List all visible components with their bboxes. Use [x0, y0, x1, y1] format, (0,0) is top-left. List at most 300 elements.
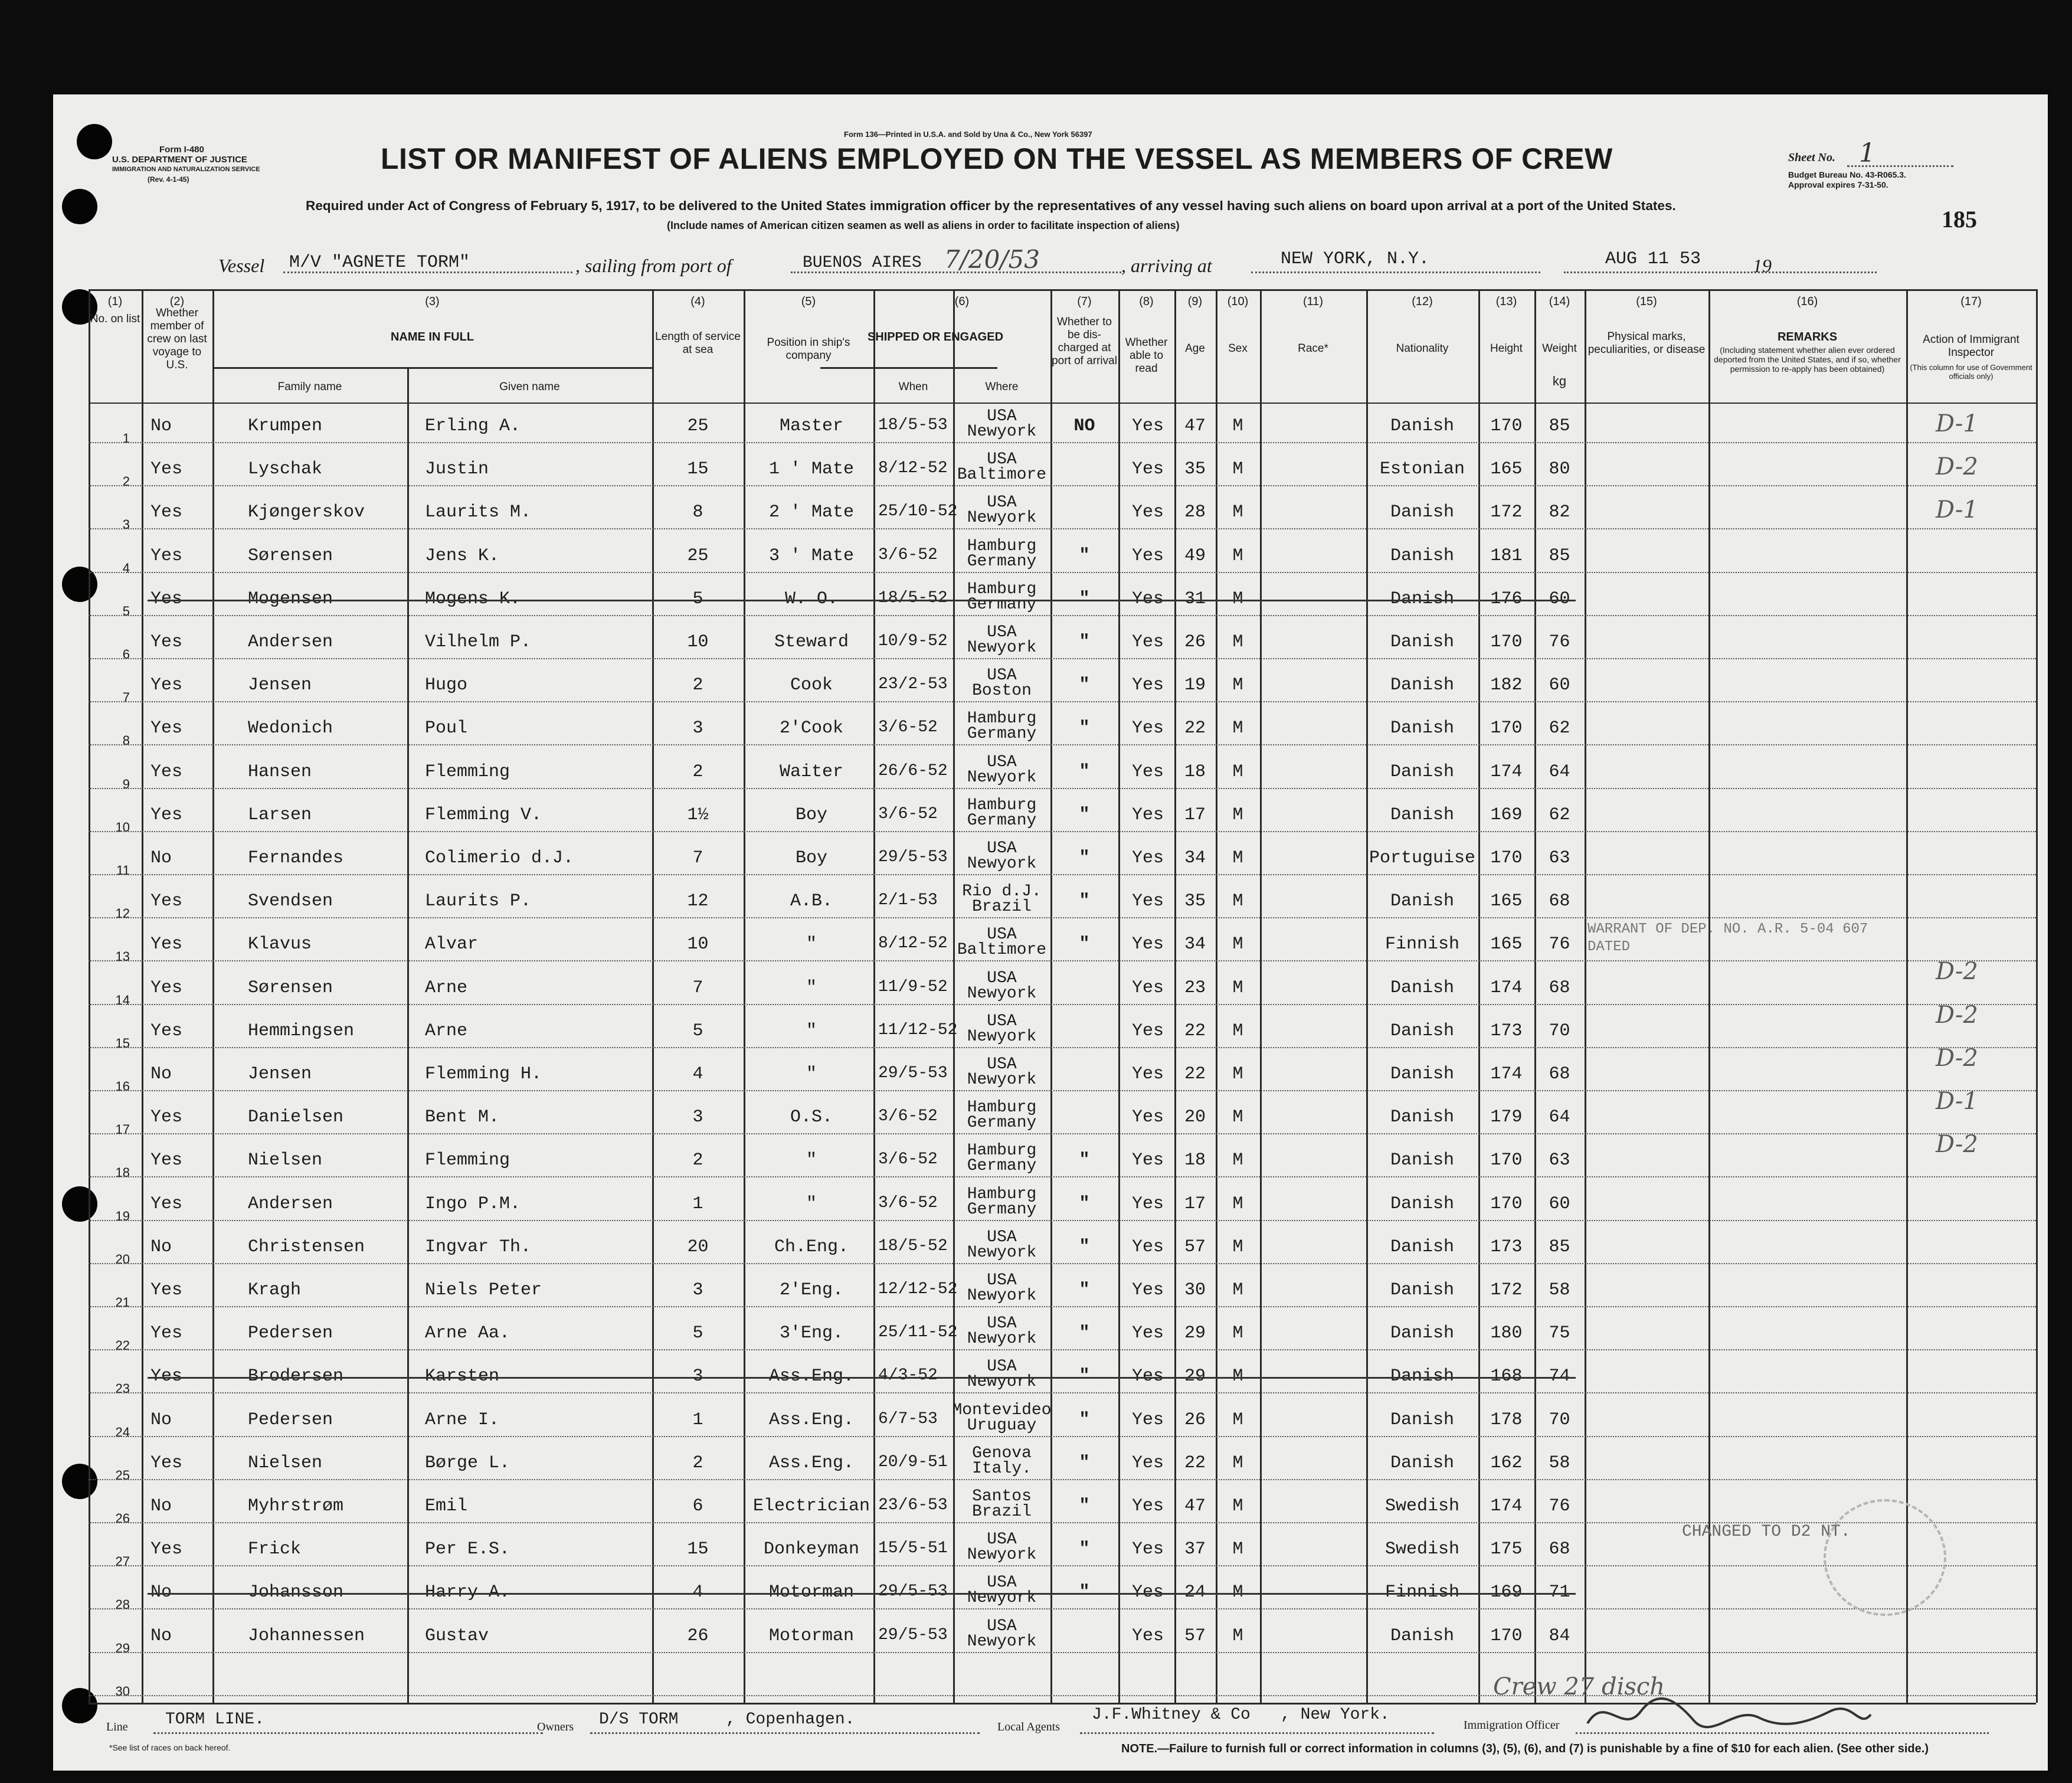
cell-weight: 70	[1549, 1409, 1570, 1430]
cell-weight: 62	[1549, 804, 1570, 825]
cell-height: 172	[1490, 1280, 1523, 1300]
cell-where-line2: Newyork	[967, 1373, 1037, 1392]
col-head-nationality: Nationality	[1396, 342, 1449, 355]
cell-position: "	[806, 934, 817, 955]
cell-last-voyage: No	[150, 416, 172, 436]
cell-discharged: "	[1079, 1539, 1090, 1560]
row-number: 4	[122, 560, 130, 575]
vessel-label: Vessel	[218, 255, 265, 276]
cell-position: Ass.Eng.	[768, 1366, 855, 1387]
remarks-changed: CHANGED TO D2 NT.	[1682, 1523, 1851, 1541]
row-rule	[89, 960, 2036, 961]
col-head-weight-unit: kg	[1552, 374, 1567, 388]
column-line	[407, 367, 409, 1703]
cell-height: 168	[1490, 1366, 1523, 1387]
cell-last-voyage: Yes	[150, 1323, 183, 1344]
column-line	[744, 289, 745, 1703]
cell-height: 170	[1490, 632, 1523, 652]
cell-height: 179	[1490, 1107, 1523, 1128]
cell-position: Ass.Eng.	[768, 1452, 855, 1473]
cell-position: A.B.	[790, 891, 833, 912]
cell-length: 5	[692, 1323, 703, 1344]
cell-sex: M	[1232, 977, 1243, 998]
cell-where-line1: USA	[987, 1314, 1017, 1333]
cell-where-line2: Germany	[967, 811, 1037, 830]
row-rule	[89, 442, 2036, 443]
cell-age: 31	[1184, 588, 1206, 609]
cell-weight: 85	[1549, 1236, 1570, 1257]
sheet-underline	[1847, 165, 1953, 167]
cell-height: 169	[1490, 804, 1523, 825]
cell-age: 24	[1184, 1582, 1206, 1603]
cell-given-name: Bent M.	[425, 1107, 500, 1128]
cell-length: 1	[692, 1409, 703, 1430]
port-to: NEW YORK, N.Y.	[1281, 249, 1430, 269]
note-line: (Include names of American citizen seamen as well as aliens in order to facilitate inspection of aliens)	[667, 220, 1180, 231]
cell-age: 29	[1184, 1366, 1206, 1387]
cell-sex: M	[1232, 1107, 1243, 1128]
cell-family-name: Pedersen	[248, 1409, 333, 1430]
manifest-sheet	[53, 94, 2048, 1771]
column-number: (6)	[954, 295, 970, 308]
cell-height: 178	[1490, 1409, 1523, 1430]
cell-last-voyage: Yes	[150, 761, 183, 782]
cell-given-name: Jens K.	[425, 545, 500, 566]
cell-read: Yes	[1131, 459, 1164, 480]
cell-nationality: Estonian	[1379, 459, 1465, 480]
cell-read: Yes	[1131, 1064, 1164, 1084]
cell-family-name: Pedersen	[248, 1323, 333, 1344]
cell-where-line1: Hamburg	[967, 580, 1037, 598]
cell-when: 29/5-53	[878, 1625, 948, 1644]
cell-length: 15	[687, 1539, 709, 1560]
cell-family-name: Krumpen	[248, 416, 323, 436]
cell-nationality: Danish	[1390, 545, 1455, 566]
cell-discharged: "	[1079, 804, 1090, 825]
cell-age: 49	[1184, 545, 1206, 566]
cell-read: Yes	[1131, 1193, 1164, 1214]
cell-read: Yes	[1131, 1280, 1164, 1300]
cell-weight: 82	[1549, 502, 1570, 523]
cell-weight: 58	[1549, 1452, 1570, 1473]
cell-family-name: Jensen	[248, 675, 312, 696]
cell-discharged: "	[1079, 1236, 1090, 1257]
cell-weight: 75	[1549, 1323, 1570, 1344]
cell-last-voyage: Yes	[150, 1366, 183, 1387]
cell-read: Yes	[1131, 502, 1164, 523]
cell-sex: M	[1232, 1280, 1243, 1300]
col-head-discharged: Whether to be dis-charged at port of arrival	[1052, 316, 1117, 367]
fine-note: NOTE.—Failure to furnish full or correct information in columns (3), (5), (6), and (7) is punishable by a fine of $10 for each alien. (See other side.)	[1121, 1742, 1929, 1755]
header-bottom-border	[89, 403, 2036, 404]
remarks-warrant: WARRANT OF DEP. NO. A.R. 5-04 607 DATED	[1587, 921, 1868, 955]
cell-age: 47	[1184, 416, 1206, 436]
cell-when: 3/6-52	[878, 545, 938, 564]
cell-length: 12	[687, 891, 709, 912]
cell-discharged: NO	[1073, 416, 1095, 436]
cell-where-line1: USA	[987, 1573, 1017, 1592]
row-number: 25	[115, 1467, 130, 1483]
row-number: 24	[115, 1424, 130, 1440]
cell-given-name: Børge L.	[425, 1452, 510, 1473]
col-head-physical: Physical marks, peculiarities, or disease	[1587, 331, 1706, 356]
page-stamp: 185	[1942, 206, 1977, 233]
cell-discharged: "	[1079, 545, 1090, 566]
column-line	[1118, 289, 1120, 1703]
row-number: 5	[122, 603, 130, 619]
cell-sex: M	[1232, 588, 1243, 609]
service: IMMIGRATION AND NATURALIZATION SERVICE	[112, 166, 260, 173]
cell-weight: 68	[1549, 977, 1570, 998]
cell-last-voyage: No	[150, 848, 172, 868]
footer-owners-label: Owners	[537, 1720, 574, 1733]
cell-sex: M	[1232, 1020, 1243, 1041]
cell-position: "	[806, 1193, 817, 1214]
cell-when: 2/1-53	[878, 891, 938, 910]
cell-discharged: "	[1079, 1280, 1090, 1300]
cell-given-name: Laurits P.	[425, 891, 532, 912]
footer-line-underline	[153, 1732, 543, 1734]
cell-nationality: Danish	[1390, 1625, 1455, 1646]
cell-weight: 62	[1549, 718, 1570, 739]
column-line	[1708, 289, 1710, 1703]
cell-where-line2: Germany	[967, 725, 1037, 744]
cell-height: 173	[1490, 1020, 1523, 1041]
cell-last-voyage: Yes	[150, 1107, 183, 1128]
cell-weight: 76	[1549, 934, 1570, 955]
cell-where-line2: Newyork	[967, 1243, 1037, 1262]
date-underline	[1564, 271, 1877, 273]
cell-age: 34	[1184, 848, 1206, 868]
cell-where-line1: USA	[987, 493, 1017, 512]
cell-discharged: "	[1079, 718, 1090, 739]
cell-nationality: Danish	[1390, 977, 1455, 998]
cell-given-name: Justin	[425, 459, 489, 480]
cell-weight: 76	[1549, 1496, 1570, 1516]
row-rule	[89, 1392, 2036, 1393]
row-rule	[89, 788, 2036, 789]
column-number: (3)	[425, 295, 440, 308]
cell-nationality: Danish	[1390, 1020, 1455, 1041]
cell-sex: M	[1232, 1452, 1243, 1473]
cell-when: 25/10-52	[878, 502, 958, 521]
cell-age: 30	[1184, 1280, 1206, 1300]
cell-where-line1: USA	[987, 1530, 1017, 1549]
row-rule	[89, 701, 2036, 702]
cell-given-name: Laurits M.	[425, 502, 532, 523]
cell-length: 3	[692, 718, 703, 739]
cell-sex: M	[1232, 848, 1243, 868]
cell-nationality: Danish	[1390, 1236, 1455, 1257]
cell-position: "	[806, 1150, 817, 1171]
cell-length: 8	[692, 502, 703, 523]
cell-given-name: Ingo P.M.	[425, 1193, 521, 1214]
footer-owners: D/S TORM	[599, 1710, 679, 1729]
cell-when: 3/6-52	[878, 1107, 938, 1126]
cell-given-name: Flemming H.	[425, 1064, 542, 1084]
races-note: *See list of races on back hereof.	[109, 1743, 231, 1752]
row-rule	[89, 1608, 2036, 1609]
cell-where-line1: Hamburg	[967, 796, 1037, 814]
cell-where-line1: USA	[987, 1228, 1017, 1247]
cell-when: 12/12-52	[878, 1280, 958, 1298]
inspector-action-mark: D-2	[1936, 1131, 1978, 1159]
cell-where-line2: Newyork	[967, 1287, 1037, 1305]
cell-read: Yes	[1131, 675, 1164, 696]
cell-age: 22	[1184, 1452, 1206, 1473]
cell-length: 5	[692, 1020, 703, 1041]
cell-discharged: "	[1079, 588, 1090, 609]
cell-last-voyage: No	[150, 1496, 172, 1516]
row-rule	[89, 615, 2036, 616]
cell-when: 20/9-51	[878, 1452, 948, 1471]
row-rule	[89, 1652, 2036, 1653]
row-number: 28	[115, 1597, 130, 1612]
cell-weight: 60	[1549, 588, 1570, 609]
port-from-underline	[791, 271, 1121, 273]
cell-sex: M	[1232, 761, 1243, 782]
cell-read: Yes	[1131, 1452, 1164, 1473]
cell-length: 2	[692, 761, 703, 782]
cell-where-line2: Newyork	[967, 1546, 1037, 1565]
cell-age: 22	[1184, 1064, 1206, 1084]
cell-where-line2: Germany	[967, 1200, 1037, 1219]
column-number: (12)	[1412, 295, 1433, 308]
cell-height: 170	[1490, 416, 1523, 436]
cell-age: 26	[1184, 1409, 1206, 1430]
col-head-action: Action of Immigrant Inspector	[1923, 333, 2019, 359]
cell-nationality: Danish	[1390, 1064, 1455, 1084]
row-number: 6	[122, 647, 130, 662]
cell-age: 37	[1184, 1539, 1206, 1560]
cell-family-name: Sørensen	[248, 977, 333, 998]
cell-when: 11/12-52	[878, 1020, 958, 1039]
cell-family-name: Andersen	[248, 1193, 333, 1214]
cell-family-name: Lyschak	[248, 459, 323, 480]
cell-weight: 60	[1549, 675, 1570, 696]
footer-officer-underline	[1576, 1732, 1989, 1734]
cell-sex: M	[1232, 718, 1243, 739]
cell-last-voyage: Yes	[150, 934, 183, 955]
cell-sex: M	[1232, 1539, 1243, 1560]
cell-position: 3'Eng.	[779, 1323, 844, 1344]
cell-when: 23/2-53	[878, 675, 948, 694]
cell-position: Donkeyman	[763, 1539, 860, 1560]
cell-where-line1: Santos	[972, 1487, 1032, 1506]
col-head-shipped: SHIPPED OR ENGAGED	[867, 331, 1004, 343]
cell-weight: 76	[1549, 632, 1570, 652]
cell-when: 25/11-52	[878, 1323, 958, 1342]
cell-where-line1: Hamburg	[967, 1185, 1037, 1203]
cell-given-name: Vilhelm P.	[425, 632, 532, 652]
cell-given-name: Flemming	[425, 1150, 510, 1171]
cell-where-line2: Uruguay	[967, 1416, 1037, 1435]
cell-age: 23	[1184, 977, 1206, 998]
cell-position: Ass.Eng.	[768, 1409, 855, 1430]
cell-given-name: Flemming V.	[425, 804, 542, 825]
row-rule	[89, 1306, 2036, 1307]
cell-given-name: Colimerio d.J.	[425, 848, 574, 868]
sheet-label: Sheet No.	[1788, 151, 1835, 164]
cell-family-name: Hansen	[248, 761, 312, 782]
cell-sex: M	[1232, 891, 1243, 912]
form-number: Form I-480	[159, 145, 204, 155]
cell-given-name: Erling A.	[425, 416, 521, 436]
cell-sex: M	[1232, 1366, 1243, 1387]
cell-height: 162	[1490, 1452, 1523, 1473]
cell-nationality: Danish	[1390, 1409, 1455, 1430]
cell-sex: M	[1232, 545, 1243, 566]
cell-discharged: "	[1079, 1409, 1090, 1430]
printer-line: Form 136—Printed in U.S.A. and Sold by Una & Co., New York 56397	[844, 130, 1092, 139]
cell-where-line2: Italy.	[972, 1459, 1032, 1478]
cell-age: 26	[1184, 632, 1206, 652]
inspector-action-mark: D-2	[1936, 958, 1978, 986]
cell-read: Yes	[1131, 588, 1164, 609]
cell-last-voyage: Yes	[150, 588, 183, 609]
handwritten-tally	[1540, 1461, 1545, 1478]
cell-length: 7	[692, 977, 703, 998]
cell-given-name: Hugo	[425, 675, 468, 696]
cell-length: 20	[687, 1236, 709, 1257]
cell-given-name: Flemming	[425, 761, 510, 782]
row-number: 15	[115, 1035, 130, 1051]
col-head-name: NAME IN FULL	[390, 331, 474, 343]
cell-when: 4/3-52	[878, 1366, 938, 1385]
row-number: 9	[122, 776, 130, 791]
cell-when: 18/5-52	[878, 1236, 948, 1255]
table-top-border	[89, 289, 2036, 291]
cell-weight: 85	[1549, 545, 1570, 566]
cell-family-name: Christensen	[248, 1236, 365, 1257]
row-rule	[89, 1004, 2036, 1005]
port-to-underline	[1251, 271, 1540, 273]
cell-where-line2: Newyork	[967, 423, 1037, 441]
column-line	[142, 289, 143, 1703]
cell-where-line1: USA	[987, 1055, 1017, 1074]
row-number: 12	[115, 906, 130, 921]
cell-age: 18	[1184, 1150, 1206, 1171]
cell-sex: M	[1232, 502, 1243, 523]
cell-height: 174	[1490, 977, 1523, 998]
cell-last-voyage: Yes	[150, 459, 183, 480]
cell-last-voyage: Yes	[150, 545, 183, 566]
cell-height: 165	[1490, 459, 1523, 480]
cell-family-name: Fernandes	[248, 848, 344, 868]
cell-age: 18	[1184, 761, 1206, 782]
col-head-remarks-sub: (Including statement whether alien ever ordered deported from the United States, and if so, whether permission to re-apply has been obtained)	[1714, 345, 1901, 374]
cell-read: Yes	[1131, 632, 1164, 652]
cell-nationality: Danish	[1390, 1107, 1455, 1128]
column-number: (15)	[1636, 295, 1657, 308]
cell-last-voyage: Yes	[150, 632, 183, 652]
cell-given-name: Mogens K.	[425, 588, 521, 609]
cell-nationality: Danish	[1390, 588, 1455, 609]
cell-nationality: Danish	[1390, 1366, 1455, 1387]
cell-where-line1: USA	[987, 666, 1017, 685]
crew-count-note: Crew 27 disch	[1493, 1673, 1665, 1700]
cell-position: Motorman	[768, 1625, 855, 1646]
cell-last-voyage: Yes	[150, 502, 183, 523]
cell-age: 22	[1184, 718, 1206, 739]
cell-read: Yes	[1131, 1020, 1164, 1041]
cell-given-name: Arne Aa.	[425, 1323, 510, 1344]
col-head-remarks: REMARKS	[1777, 331, 1838, 343]
cell-where-line2: Newyork	[967, 1330, 1037, 1349]
cell-where-line2: Newyork	[967, 509, 1037, 528]
row-rule	[89, 1263, 2036, 1264]
cell-position: 2'Eng.	[779, 1280, 844, 1300]
cell-where-line2: Germany	[967, 1114, 1037, 1133]
cell-family-name: Larsen	[248, 804, 312, 825]
row-rule	[89, 831, 2036, 832]
cell-family-name: Myhrstrøm	[248, 1496, 344, 1516]
cell-height: 174	[1490, 761, 1523, 782]
row-number: 18	[115, 1165, 130, 1180]
revision: (Rev. 4-1-45)	[148, 175, 189, 184]
column-number: (11)	[1302, 295, 1324, 308]
cell-where-line2: Baltimore	[957, 941, 1047, 960]
inspector-action-mark: D-2	[1936, 453, 1978, 481]
cell-when: 18/5-52	[878, 588, 948, 607]
row-number: 19	[115, 1208, 130, 1223]
cell-sex: M	[1232, 934, 1243, 955]
vessel-name: M/V "AGNETE TORM"	[289, 253, 470, 273]
row-number: 10	[115, 819, 130, 835]
cell-length: 3	[692, 1366, 703, 1387]
cell-position: W. O.	[784, 588, 838, 609]
cell-age: 34	[1184, 934, 1206, 955]
cell-last-voyage: Yes	[150, 675, 183, 696]
cell-length: 6	[692, 1496, 703, 1516]
cell-sex: M	[1232, 1409, 1243, 1430]
cell-age: 35	[1184, 891, 1206, 912]
row-number: 29	[115, 1640, 130, 1656]
column-number: (16)	[1796, 295, 1818, 308]
cell-where-line1: Montevideo	[952, 1401, 1052, 1419]
cell-where-line1: USA	[987, 839, 1017, 858]
cell-position: 1 ' Mate	[768, 459, 855, 480]
cell-age: 57	[1184, 1625, 1206, 1646]
cell-position: Cook	[790, 675, 833, 696]
cell-height: 169	[1490, 1582, 1523, 1603]
column-number: (2)	[169, 295, 185, 308]
cell-nationality: Swedish	[1384, 1539, 1460, 1560]
row-rule	[89, 1565, 2036, 1566]
cell-when: 23/6-53	[878, 1496, 948, 1514]
cell-length: 25	[687, 416, 709, 436]
cell-when: 3/6-52	[878, 804, 938, 823]
cell-when: 3/6-52	[878, 1150, 938, 1169]
inspector-action-mark: D-1	[1936, 496, 1978, 524]
footer-agents-city: , New York.	[1281, 1706, 1390, 1724]
cell-length: 3	[692, 1107, 703, 1128]
cell-where-line2: Brazil	[972, 898, 1032, 917]
cell-position: "	[806, 1064, 817, 1084]
cell-family-name: Danielsen	[248, 1107, 344, 1128]
row-number: 30	[115, 1683, 130, 1699]
row-number: 14	[115, 992, 130, 1007]
cell-position: Boy	[795, 848, 827, 868]
cell-position: O.S.	[790, 1107, 833, 1128]
cell-position: "	[806, 977, 817, 998]
row-number: 27	[115, 1554, 130, 1569]
cell-where-line2: Newyork	[967, 768, 1037, 787]
cell-read: Yes	[1131, 977, 1164, 998]
cell-nationality: Danish	[1390, 1280, 1455, 1300]
cell-sex: M	[1232, 1625, 1243, 1646]
cell-family-name: Nielsen	[248, 1452, 323, 1473]
